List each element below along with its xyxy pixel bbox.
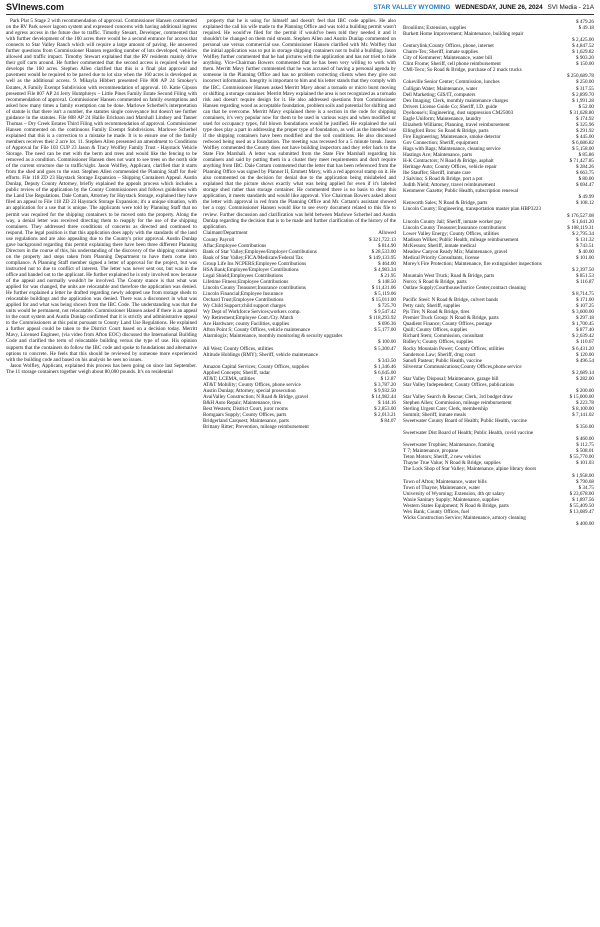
claimant-department: Dyehouse's; Engineering, dust suppression CM25003 bbox=[403, 109, 514, 116]
claimant-department: Ridley's; County Offices, supplies bbox=[403, 339, 474, 346]
claimant-department: Sanofi Pasteur; Public Health, vaccine bbox=[403, 357, 482, 364]
claimant-department: Dex Imaging; Clerk, monthly maintenance charges bbox=[403, 97, 508, 104]
claimant-department: Summit; Sheriff, inmate meals bbox=[403, 412, 467, 419]
claimant-department: Pjs Tire; N Road & Bridge, tires bbox=[403, 309, 470, 316]
claimant-department: Drivers License Guide Co; Sheriff, I.D. guide bbox=[403, 103, 497, 110]
claimant-department: All West; County Offices, utilities bbox=[203, 345, 274, 352]
claimant-department: Sterling Urgent Care; Clerk, membership bbox=[403, 406, 488, 412]
allowed-amount: $ 1,700.45 bbox=[572, 321, 594, 328]
claimant-department: Mountain West Truck; Road & Bridge, parts bbox=[403, 272, 495, 279]
allowed-amount: $ 149,133.95 bbox=[369, 254, 396, 261]
issue-date: WEDNESDAY, JUNE 26, 2024 bbox=[455, 3, 543, 11]
allowed-amount: $ 694.47 bbox=[576, 182, 594, 189]
allowed-amount: $ 84.07 bbox=[380, 418, 396, 425]
allowed-amount: $ 291.92 bbox=[576, 127, 594, 134]
claim-row bbox=[403, 418, 594, 430]
allowed-amount: $ 250.00 bbox=[576, 79, 594, 86]
claimant-department: Bank of Star Valley;FICA/Medicare/Federal Tax bbox=[203, 254, 303, 261]
claimant-department: Wy Child Support;child support charges bbox=[203, 303, 286, 310]
site-name[interactable]: SVInews.com bbox=[6, 2, 65, 12]
claimant-department: Wy Retirement;Employee Cont./Cty. Match bbox=[203, 315, 294, 322]
claim-row bbox=[403, 430, 594, 442]
claimant-department: Premier Truck Group: N Road & Bridge, parts bbox=[403, 315, 499, 322]
claim-row bbox=[403, 31, 594, 43]
allowed-amount: $ 2,795.34 bbox=[572, 230, 594, 237]
claimant-department: Lower Valley Energy; County Offices, utilities bbox=[403, 230, 499, 237]
allowed-amount: $ 3,600.00 bbox=[572, 309, 594, 316]
claimant-department: Wex Bank; County Offices, fuel bbox=[403, 508, 470, 515]
allowed-amount: $ 85.86 bbox=[578, 152, 594, 159]
allowed-amount: $ 496.54 bbox=[576, 357, 594, 364]
claimant-department: Judith Nield; Attorney, travel reimbursement bbox=[403, 182, 496, 189]
allowed-amount: $ 6,686.82 bbox=[572, 139, 594, 146]
page-number: SVI Media - 21A bbox=[547, 3, 594, 11]
claim-row bbox=[203, 333, 396, 345]
allowed-amount: $ 49.99 bbox=[578, 194, 594, 201]
claimant-department: Meadow Canyon Ready Mix; Maintenance, gravel bbox=[403, 248, 508, 255]
allowed-amount: $ 851.53 bbox=[576, 272, 594, 279]
claimant-department: University of Wyoming; Extension, 4th qtr salary bbox=[403, 490, 505, 497]
allowed-amount: $ 9,932.50 bbox=[374, 387, 396, 394]
claimant-department: Waxie Sanitary Supply; Maintenance, supplies bbox=[403, 496, 499, 503]
claimant-department: Afton Point S; County Offices, vehicle maintenance bbox=[203, 327, 311, 334]
allowed-amount: $ 5,119.06 bbox=[374, 291, 396, 298]
allowed-amount: $ 3,787.20 bbox=[374, 381, 396, 388]
allowed-amount: $ 8,100.00 bbox=[572, 406, 594, 412]
claimant-department: AvaiValley Construction; N Road & Bridge, gravel bbox=[203, 393, 309, 400]
allowed-amount: $ 1,641.20 bbox=[572, 218, 594, 225]
allowed-amount: $ 148.50 bbox=[378, 279, 396, 286]
claimant-department: Rocky Mountain Power; County Offices, utilities bbox=[403, 345, 505, 352]
claimant-department: Best Western; District Court, juror rooms bbox=[203, 406, 288, 412]
allowed-amount: $ 903.20 bbox=[576, 55, 594, 62]
column-3 bbox=[403, 18, 594, 922]
claimant-department: Pacific Steel: N Road & Bridge, culvert bands bbox=[403, 297, 499, 304]
claimant-department: Lincoln County Treasurer;Insurance contributions bbox=[203, 285, 306, 292]
claim-row bbox=[203, 352, 396, 364]
claimant-department: Lincoln County Treasurer;Insurance contributions bbox=[403, 224, 506, 231]
claims-list bbox=[403, 19, 594, 527]
claimant-department: Town of Thayne; Maintenance, water bbox=[403, 484, 481, 491]
allowed-amount: $ 174.92 bbox=[576, 115, 594, 122]
claimant-department: J Salvino; S Road & Bridge, port a pot bbox=[403, 176, 483, 183]
claimant-department: Brouliims; Extension, supplies bbox=[403, 25, 467, 32]
claim-row bbox=[403, 67, 594, 79]
claims-list bbox=[203, 237, 396, 431]
article-paragraph: property that he is using for himself and doesn't feel that IBC code applies. He also explained the call his wife made to the Planning Office and was told a building permit wasn't required. He would've filed for the permit if would've been told they needed it and it shouldn't be changed on them mid stream. Stephen Allen and Austin Dunlap commented on personal use versus commercial use. Commissioner Hansen clarified with Mr. Wolfley that the initial application was to put in storage shipping containers not to build a building. Jason Wolfley further commented that he had pictures with the application and has not tried to hide anything. Vice-Chairman Bowers commented that he has been very willing to work with them. Merritt Mavy further commented that he was accused of having a personal agenda by someone in the Planning Office and has no problem correcting clients when they give out incorrect information. Integrity is important to him and his letter stands that they comply with the IBC. Commissioner Hansen asked Merritt Mavy about a tornado or micro burst moving or shifting a storage container. Merritt Mavy explained the area is not recognized as a tornado risk and doesn't require design for it. He also addressed questions from Commissioner Hansen regarding wood as acceptable foundation, problem soils and potential for shifting and can that be overcome. Merritt Mavy explained there is a section in the code for shipping containers, it's very popular now for them to be used in various ways and when modified or used for occupancy types, full blown foundations would be justified. He explained the soil type does play a part in addressing the proper type of foundation, as well as the intended use if the shipping containers have been modified and the soil conditions. He also discussed redwood being used as a foundation. The meeting was recessed for a 5 minute break. Jason Wolfley commented the County does not have building inspectors and they refer back to the State Fire Marshall. A letter was submitted from the State Fire Marshall regarding his containers and said by putting them in a cluster they meet requirements and don't require anything from IBC. Dale Cottam commented that the letter that has been referenced from the Planning Office was signed by Planner II, Emmett Mavy, with a red approval stamp on it. He also commented on the decision for denial due to the application being mislabeled and explained that the picture shows exactly what was being applied for even if it's labeled storage shed rather than storage container. He commented there is no basis to deny this application, it meets standards and would like approval. Vice Chairman Bowers asked about the letter with approval in red from the Planning Office and Mr. Cottam's assistant showed her a copy. Commissioner Hansen would like to see every document related to this file to review. Further discussion and clarification was held between Marlowe Scherbel and Austin Dunlap regarding the decision that is to be made and further clarification of the history of the application. bbox=[203, 18, 396, 230]
claim-row bbox=[203, 424, 396, 430]
allowed-amount: $ 21.95 bbox=[380, 272, 396, 279]
claimant-department: Norco; S Road & Bridge, parts bbox=[403, 279, 467, 286]
claimant-department: Quadient Finance; County Offices, postage bbox=[403, 321, 492, 328]
claimant-department: T 7; Maintenance, propane bbox=[403, 448, 459, 455]
claimant-department: The Lock Shop of Star Valley; Maintenance, alpine library doors bbox=[403, 466, 537, 473]
claimant-department: Eagle Uniform; Maintenance, laundry bbox=[403, 115, 482, 122]
claimant-department: Hastings Ace; Maintenance, parts bbox=[403, 152, 473, 159]
allowed-amount: $ 696.36 bbox=[378, 321, 396, 328]
allowed-amount: $ 28,533.00 bbox=[371, 248, 396, 255]
claimant-department: Sanderson Law; Sheriff, drug court bbox=[403, 351, 476, 358]
claimant-header: Claimant/Department bbox=[203, 229, 248, 236]
claimant-department: Lincoln County; Engineering, transportation master plan HBP3223 bbox=[403, 206, 542, 213]
allowed-amount: $ 120.00 bbox=[576, 351, 594, 358]
allowed-amount: $ 15,011.00 bbox=[371, 297, 396, 304]
claimant-department: Morey's Fire Protection; Maintenance, fire extinguisher inspections bbox=[403, 260, 542, 267]
claimant-department: Brittany Ritter; Prevention, mileage reimbursement bbox=[203, 424, 309, 431]
allowed-amount: $ 479.26 bbox=[576, 19, 594, 25]
allowed-amount: $ 116.87 bbox=[576, 279, 594, 286]
allowed-amount: $ 15,000.00 bbox=[569, 393, 594, 400]
claimant-department: AT&T Mobility; County Offices, phone service bbox=[203, 381, 301, 388]
claimant-department: Centurylink;County Offices, phone, internet bbox=[403, 43, 494, 50]
claimant-department: Medical Priority Consultants, license bbox=[403, 254, 480, 261]
claimant-department: Thayne True Value; N Road & Bridge, supplies bbox=[403, 460, 501, 467]
allowed-amount: $ 108,119.31 bbox=[567, 224, 594, 231]
header-meta bbox=[373, 4, 594, 11]
allowed-amount: $ 7,141.02 bbox=[572, 412, 594, 419]
claimant-department: Alarmlogix; Maintenance, monthly monitoring & security upgrades bbox=[203, 333, 343, 340]
claim-row bbox=[403, 466, 594, 478]
allowed-amount: $ 49.18 bbox=[578, 25, 594, 32]
claimant-department: Culligan Water; Maintenance, water bbox=[403, 85, 478, 92]
allowed-amount: $ 52.00 bbox=[578, 103, 594, 110]
claimant-department: Ellingford Bros: So Road & Bridge, parts bbox=[403, 127, 489, 134]
claimant-department: Clint Frome; Sheriff, cell phone reimbursement bbox=[403, 61, 501, 68]
publication-name: STAR VALLEY WYOMING bbox=[373, 3, 451, 11]
allowed-amount: $ 2,425.00 bbox=[572, 37, 594, 44]
allowed-amount: $ 6,431.20 bbox=[572, 345, 594, 352]
allowed-amount: $ 321,722.13 bbox=[369, 236, 396, 243]
allowed-amount: $ 1,897.56 bbox=[572, 496, 594, 503]
allowed-amount: $ 790.68 bbox=[576, 478, 594, 485]
claim-row bbox=[403, 515, 594, 527]
claimant-department: Ace Hardware; county Facilities, supplies bbox=[203, 321, 290, 328]
claimant-department: City of Kemmerer; Maintenance, water bill bbox=[403, 55, 493, 62]
allowed-amount: $ 11,431.06 bbox=[371, 285, 396, 292]
claimant-department: Burkett Home Improvement; Maintenance, building repair bbox=[403, 31, 524, 38]
claimant-department: Amazon Capital Services; County Offices, supplies bbox=[203, 363, 309, 370]
allowed-amount: $ 814.90 bbox=[378, 242, 396, 249]
allowed-amount: $ 13,089.47 bbox=[569, 508, 594, 515]
claimant-department: Lincoln Financial;Employee Insurance bbox=[203, 291, 283, 298]
allowed-amount: $ 1,346.46 bbox=[374, 363, 396, 370]
claimant-department: Elizabeth Williams; Planning, travel reimbursement bbox=[403, 121, 510, 128]
claimant-department: Outlaw Supply;Courthouse/Justice Center,contract cleaning bbox=[403, 285, 526, 292]
allowed-amount: $ 2,689.14 bbox=[572, 369, 594, 376]
claimant-department: Wicks Construction Service; Maintenance, armory cleaning bbox=[403, 514, 526, 521]
allowed-amount: $ 71,427.85 bbox=[569, 158, 594, 165]
allowed-amount: $ 14,982.44 bbox=[371, 393, 396, 400]
allowed-amount: $ 317.55 bbox=[576, 85, 594, 92]
claimant-department: Heritage Auto; County Offices, vehicle repair bbox=[403, 164, 497, 171]
claimant-department: Sweetwater Dist Board of Health; Public Health, covid vaccine bbox=[403, 430, 534, 437]
claimant-department: Hags with Bags; Maintenance, cleaning service bbox=[403, 145, 501, 152]
allowed-amount: $ 131.32 bbox=[576, 236, 594, 243]
allowed-amount: $ 2,853.00 bbox=[374, 406, 396, 412]
allowed-amount: $ 1,958.00 bbox=[572, 472, 594, 479]
claimant-department: Teton Motors; Sheriff, 2 new vehicles bbox=[403, 454, 481, 461]
allowed-amount: $ 725.70 bbox=[378, 303, 396, 310]
allowed-amount: $ 110.67 bbox=[576, 339, 594, 346]
allowed-amount: $ 100.00 bbox=[378, 339, 396, 346]
allowed-amount: $ 31,628.80 bbox=[569, 109, 594, 116]
allowed-amount: $ 80.00 bbox=[578, 176, 594, 183]
allowed-amount: $ 40.00 bbox=[578, 248, 594, 255]
allowed-amount: $ 118,293.92 bbox=[369, 315, 396, 322]
allowed-amount: $ 171.00 bbox=[576, 297, 594, 304]
claimant-department: Star Valley Search & Rescue; Clerk, 3rd budget draw bbox=[403, 393, 513, 400]
claims-header bbox=[203, 230, 396, 236]
claimant-department: Town of Afton; Maintenance, water bills bbox=[403, 478, 487, 485]
allowed-amount: $ 2,639.42 bbox=[572, 333, 594, 340]
article-paragraph: Park Plat 5 Stage 2 with recommendation of approval. Commissioner Hansen commented on the RV Park sewer lagoon system and expressed concerns with having additional ingress and egress access in the future due to traffic. Timothy Steuart, Developer, commented that with further development of the 160 acres there would be a second entrance for access that connects to Star Valley Ranch which will require a large amount of paving. He answered further questions from Commissioner Hansen regarding number of lots developed, vehicles allowed and traffic impact. Timothy Stewart explained that the RV residents mainly drive their golf carts around. He further commented that the second access is required when he develops the 160 acres. Stephen Allen clarified that this is a final plat approval and pavement would be required to be paved due to lot size when the 160 acres is developed as well as the additional access. 9. Mikayla Hibbert presented File 806 AP 24 Smokey's Estates, A Family Exempt Subdivision with recommendation of approval. 10. Katie Gipson presented File 807 AP 24 Jerry Humphreys – Little Pines Family Estate Second Filing with recommendation of approval. Commissioner Hansen commented on family exemptions and asked how many times a family exemption can be done. Marlowe Scherbel's interpretation of statute is that there isn't a number, the statutes single conveyance but doesn't see further guidance in the statutes. File 808 AP 24 Hailie Erickson and Marshall Lindsey and Tanner Thomas – Dry Creek Estates Third Filing with recommendation of approval. Commissioner Hansen commented on the continuous Family Exempt Subdivisions. Marlowe Scherbel explained that this is a correction to a mistake he made. It is to ensure one of the family members receives their 2 acre lot. 11. Stephen Allen presented an amendment to Conditions of Approval for File 103 CUP 23 Jason & Tracy Wolfley Family Trust - Haystack Vehicle Storage. The need can be met with the berm and trees and would like the fencing to be removed as a condition. Commissioner Hansen does not want to see trees on the north side of the current structure due to traffic/sight. Jason Wolfley, Applicant, clarified that it starts from the shed and goes to the east. Stephen Allen commended the Planning Staff for their efforts. File 118 ZD 23 Haystack Storage Expansion – Shipping Containers Appeal. Austin Dunlap, Deputy County Attorney, briefly explained the appeals process which includes a public review of the application by the County Commissioners and follows guidelines with the Land Use Regulations. Dale Cottam, Attorney for Haystack Storage, explained they have filed an appeal to File 118 ZD 23 Haystack Storage Expansion; it's a unique situation, with an application for a use that is unique. The applicants were told by Planning Staff that no permit was required for the shipping containers to be moved onto the property. Along the way, a denial letter was received directing them to reapply for the use of the shipping containers. They addressed three conditions of concerns as directed and continued to respond. The legal position is that this application does apply with the standards of the land use regulations and are also appealing due to the County's prior approval. Austin Dunlap gave background regarding this permit explaining there have been three different Planning Directors in the course of this, his understanding of the discovery of the shipping containers on the property and steps taken from Planning Department to have them come into compliance. A Planning Staff member signed a letter of approval for the project, but was instructed not to due to conflict of interest. The letter was never sent out, but was in the office and handed out to the applicant. He further explained he is only involved now because of the appeal and normally wouldn't be involved. The County stance is that what was applied for was changed, the units are relocatable and therefore the application was denied. He further explained a letter he drafted regarding newly adopted use from storage sheds to relocatable buildings and the application was denied. There was a disconnect in what was applied for and what was being shown from the IBC Code. The understanding was that the units would be permanent, not relocatable. Commissioner Hansen asked if there is an appeal in the court system and Austin Dunlap confirmed that it is strictly and administrative appeal to the Commissioners at this point pursuant to County Land Use Regulations. He explained a further appeal could be taken to the District Court based on a decision today. Merritt Mavy, Licensed Engineer, (via video from Afton EOC) discussed the International Building Code and clarified the term of relocatable building versus the type of use. His opinion supports that the containers do follow the IBC code and spoke to foundations and alternative options to concrete. He feels that this should be reviewed by someone more experienced with the building code and based on his analysis he sees no issues. bbox=[6, 18, 197, 363]
allowed-amount: $ 8,714.75 bbox=[572, 291, 594, 298]
allowed-amount: $ 508.01 bbox=[576, 448, 594, 455]
allowed-amount: $ 112.75 bbox=[576, 442, 594, 449]
allowed-amount: $ 284.26 bbox=[576, 164, 594, 171]
allowed-amount: $ 150.00 bbox=[576, 61, 594, 68]
claimant-department: Quill; County Offices, supplies bbox=[403, 327, 468, 334]
claimant-department: Group Life Ins NCPERS;Employee Contributions bbox=[203, 260, 307, 267]
allowed-amount: $ 325.96 bbox=[576, 121, 594, 128]
allowed-amount: $ 144.16 bbox=[378, 399, 396, 406]
allowed-amount: $ 356.00 bbox=[576, 424, 594, 431]
claimant-department: AT&T; LCEMA, utilities bbox=[203, 375, 255, 382]
claim-row bbox=[403, 206, 594, 218]
claimant-department: Petty cash; Sheriff, supplies bbox=[403, 303, 461, 310]
allowed-amount: $ 464.00 bbox=[378, 260, 396, 267]
claimant-department: Kemmerer Gazette; Public Health, subscription renewal bbox=[403, 188, 519, 195]
allowed-amount: $ 2,013.21 bbox=[374, 412, 396, 419]
claimant-department: Wy Dept of Workforce Services;workers comp. bbox=[203, 309, 301, 316]
claimant-department: Lincoln County Jail; Sheriff, inmate worker pay bbox=[403, 218, 502, 225]
allowed-amount: $ 297.18 bbox=[576, 315, 594, 322]
allowed-amount: $ 55,409.50 bbox=[569, 502, 594, 509]
claimant-department: Richard Stem; Commission, consultant bbox=[403, 333, 484, 340]
column-1 bbox=[6, 18, 197, 922]
claimant-department: Ibe Stauffer; Sheriff, inmate care bbox=[403, 170, 471, 177]
claimant-department: Sweetwater Trophies; Maintenance, framing bbox=[403, 442, 495, 449]
allowed-amount: $ 5,158.00 bbox=[572, 145, 594, 152]
allowed-amount: $ 176,527.08 bbox=[567, 212, 594, 219]
claimant-department: CMI-Teco; So Road & Bridge, purchase of 2 mack trucks bbox=[403, 67, 522, 74]
claimant-department: Star Valley Disposal; Maintenance, garage bill bbox=[403, 375, 499, 382]
claimant-department: Kenworth Sales; N Road & Bridge, parts bbox=[403, 200, 488, 207]
claimant-department: McKesson; Sheriff, inmate medical bbox=[403, 242, 476, 249]
claimant-department: HSA Bank;Employee/Employer Contributions bbox=[203, 266, 299, 273]
allowed-amount: $ 34.75 bbox=[578, 484, 594, 491]
claimant-department: Western States Equipment; N Road & Bridge, parts bbox=[403, 502, 509, 509]
claimant-department: Star Valley Independent; County Offices, publications bbox=[403, 381, 515, 388]
allowed-amount: $ 223.78 bbox=[576, 399, 594, 406]
claimant-department: Legal Shield;Employees Contributions bbox=[203, 272, 283, 279]
allowed-amount: $ 1,991.28 bbox=[572, 97, 594, 104]
allowed-amount: $ 250,689.78 bbox=[567, 73, 594, 80]
allowed-amount: $ 343.50 bbox=[378, 357, 396, 364]
claimant-department: Gov Connection; Sheriff, equipment bbox=[403, 139, 479, 146]
claimant-department: Bomgaars Supply; County Offices, parts bbox=[203, 412, 287, 419]
allowed-amount: $ 107.25 bbox=[576, 303, 594, 310]
allowed-amount: $ 4,983.34 bbox=[374, 266, 396, 273]
column-2 bbox=[203, 18, 396, 922]
claim-row bbox=[403, 382, 594, 394]
allowed-amount: $ 445.00 bbox=[576, 133, 594, 140]
claimant-department: Bridgerland Carquest; Maintenance, parts bbox=[203, 418, 289, 425]
claim-row bbox=[403, 188, 594, 200]
allowed-amount: $ 282.00 bbox=[576, 375, 594, 382]
claimant-department: Altitude Holdings (RMY); Sheriff, vehicle maintenance bbox=[203, 351, 318, 358]
claimant-department: Lifetime Fitness;Employee Contributions bbox=[203, 279, 289, 286]
claimant-department: Charm-Tex; Sheriff, inmate supplies bbox=[403, 49, 478, 56]
allowed-amount: $ 400.00 bbox=[576, 520, 594, 527]
claimant-department: Silverstar Communications;County Offices,phone service bbox=[403, 363, 522, 370]
allowed-amount: $ 663.75 bbox=[576, 170, 594, 177]
allowed-amount: $ 101.03 bbox=[576, 460, 594, 467]
allowed-amount: $ 5,300.47 bbox=[374, 345, 396, 352]
page-header bbox=[6, 0, 594, 15]
claim-row bbox=[403, 364, 594, 376]
allowed-amount: $ 108.12 bbox=[576, 200, 594, 207]
allowed-amount: $ 5,177.00 bbox=[374, 327, 396, 334]
allowed-amount: $ 877.40 bbox=[576, 327, 594, 334]
allowed-amount: $ 23,678.00 bbox=[569, 490, 594, 497]
allowed-amount: $ 9,547.42 bbox=[374, 309, 396, 316]
allowed-amount: $ 2,397.50 bbox=[572, 266, 594, 273]
claimant-department: Madison Wilkes; Public Health, mileage reimbursement bbox=[403, 236, 519, 243]
claimant-department: Orchard Trust;Employee Contributions bbox=[203, 297, 284, 304]
claimant-department: Fire Engineering; Maintenance, smoke detector bbox=[403, 133, 501, 140]
allowed-amount: $ 743.51 bbox=[576, 242, 594, 249]
allowed-header: Allowed bbox=[378, 229, 396, 236]
claimant-department: B&H Auto Repair; Maintenance, tires bbox=[203, 399, 282, 406]
allowed-amount: $ 1,629.82 bbox=[572, 49, 594, 56]
claimant-department: Cokeville Senior Center; Commission, lunches bbox=[403, 79, 500, 86]
claimant-department: Austin Dunlap; Attorney, special prosecution bbox=[203, 387, 296, 394]
claim-row bbox=[403, 261, 594, 273]
allowed-amount: $ 12.87 bbox=[380, 375, 396, 382]
claimant-department: H-K Contractors; N Road & Bridge, asphalt bbox=[403, 158, 494, 165]
claimant-department: Sweetwater County Board of Health; Public Health, vaccine bbox=[403, 418, 527, 425]
claimant-department: Aflac;Employee Contributions bbox=[203, 242, 267, 249]
allowed-amount: $ 200.00 bbox=[576, 387, 594, 394]
claim-row bbox=[403, 285, 594, 297]
allowed-amount: $ 101.00 bbox=[576, 254, 594, 261]
article-paragraph: Jason Wolfley, Applicant, explained this process has been going on since last September. The 11 storage containers together weigh about 80,000 pounds. It's on residential bbox=[6, 362, 197, 375]
allowed-amount: $ 55,770.00 bbox=[569, 454, 594, 461]
allowed-amount: $ 4,847.52 bbox=[572, 43, 594, 50]
claimant-department: Applied Concepts; Sheriff, radar bbox=[203, 369, 271, 376]
claimant-department: Stephen Allen; Commission, mileage reimbursement bbox=[403, 399, 512, 406]
claimant-department: Dell Marketing; GIS/IT, computers bbox=[403, 91, 476, 98]
allowed-amount: $ 460.00 bbox=[576, 436, 594, 443]
allowed-amount: $ 2,899.70 bbox=[572, 91, 594, 98]
allowed-amount: $ 6,645.00 bbox=[374, 369, 396, 376]
claimant-department: County Payroll bbox=[203, 236, 235, 243]
claimant-department: Bank of Star Valley;Employee/Employer Contributions bbox=[203, 248, 317, 255]
